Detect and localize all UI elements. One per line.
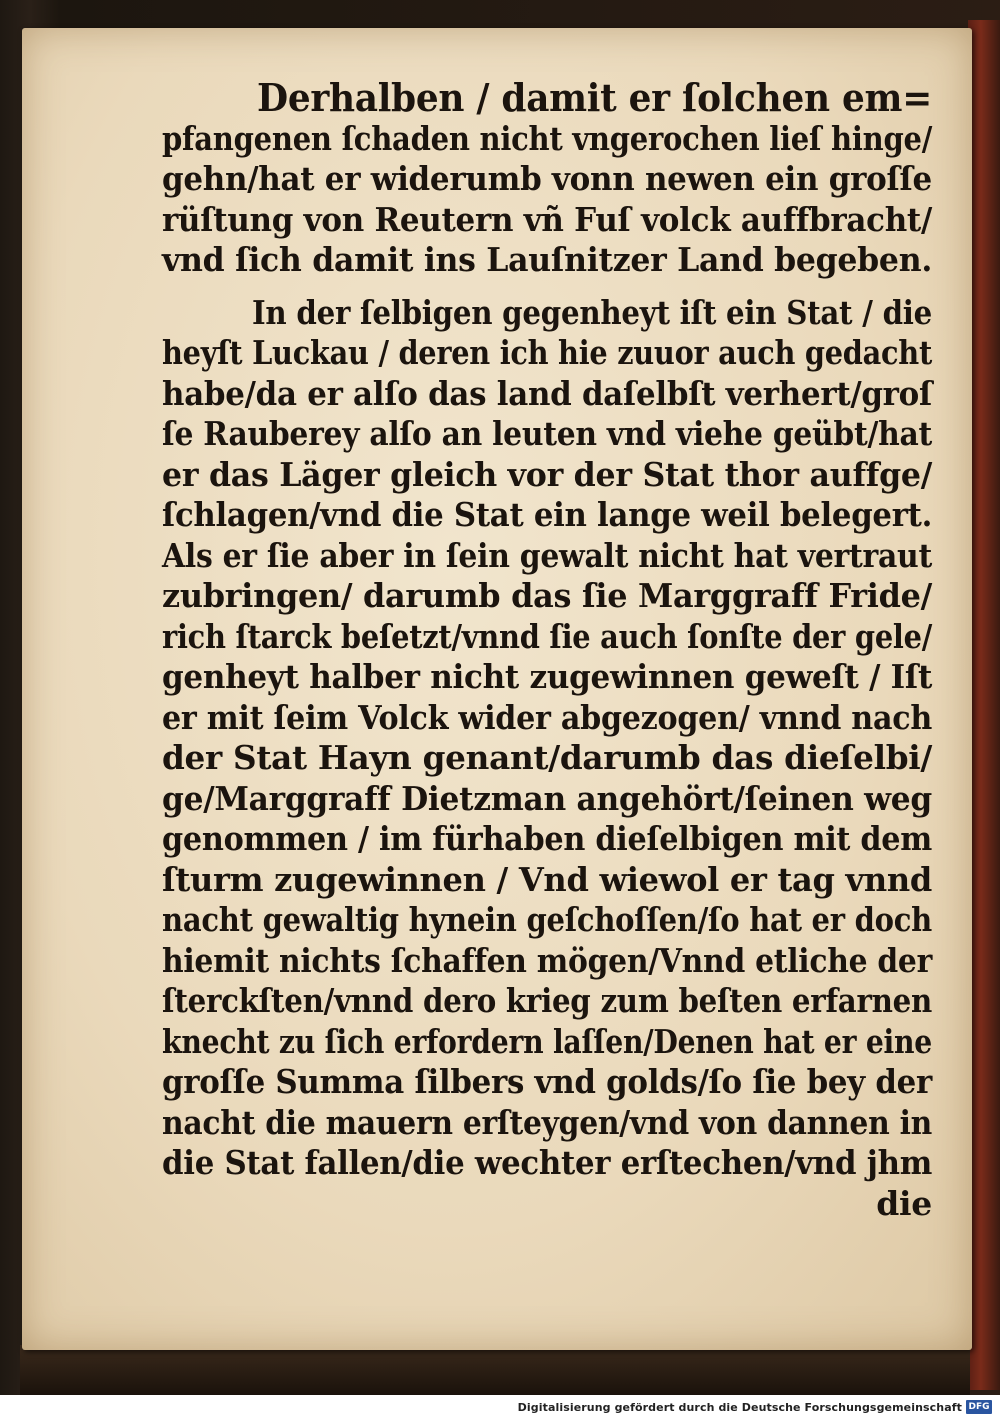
text-line: ſterckſten/vnnd dero krieg zum beſten erfarnen xyxy=(162,981,933,1020)
footer-bar xyxy=(0,1395,1000,1420)
dfg-logo: DFG xyxy=(966,1400,992,1414)
document-page xyxy=(22,28,972,1350)
text-line: der Stat Hayn genant/darumb das dieſelbi/ xyxy=(162,738,933,777)
text-block xyxy=(162,75,933,1224)
text-line: genheyt halber nicht zugewinnen geweſt / Iſt xyxy=(162,657,933,696)
text-line: nacht gewaltig hynein geſchoſſen/ſo hat er doch xyxy=(162,900,932,939)
text-line: Als er ſie aber in ſein gewalt nicht hat vertraut xyxy=(162,535,932,575)
catchword: die xyxy=(876,1183,932,1223)
text-line: die Stat fallen/die wechter erſtechen/vnd jhm xyxy=(162,1143,933,1182)
text-line: ſturm zugewinnen / Vnd wiewol er tag vnnd xyxy=(162,859,933,899)
text-line: ſchlagen/vnd die Stat ein lange weil belegert. xyxy=(162,495,933,534)
text-line: knecht zu ſich erfordern laſſen/Denen hat er eine xyxy=(162,1021,933,1061)
text-line: genommen / im fürhaben dieſelbigen mit dem xyxy=(162,819,933,858)
paragraph xyxy=(162,293,932,1184)
text-line: gehn/hat er widerumb vonn newen ein groſſe xyxy=(162,159,932,198)
text-line: rich ſtarck beſetzt/vnnd ſie auch ſonſte der gele/ xyxy=(162,616,933,656)
text-line: er mit ſeim Volck wider abgezogen/ vnnd nach xyxy=(162,697,932,737)
text-line: rüſtung von Reutern vñ Fuſ volck auffbracht/ xyxy=(162,199,932,239)
text-line: vnd ſich damit ins Lauſnitzer Land begeben. xyxy=(162,240,933,279)
footer-credit: Digitalisierung gefördert durch die Deutsche Forschungsgemeinschaft xyxy=(517,1401,962,1414)
text-line: heyſt Luckau / deren ich hie zuuor auch gedacht xyxy=(162,333,933,372)
text-line: In der ſelbigen gegenheyt iſt ein Stat / die xyxy=(252,292,933,332)
text-line: hiemit nichts ſchaffen mögen/Vnnd etliche der xyxy=(162,940,933,980)
text-line: groſſe Summa ſilbers vnd golds/ſo ſie bey der xyxy=(162,1062,932,1101)
book-edge-bottom xyxy=(20,1345,970,1395)
text-line: Derhalben / damit er ſolchen em= xyxy=(257,75,932,120)
text-line: habe/da er alſo das land daſelbſt verhert/groſ xyxy=(162,373,933,413)
book-edge xyxy=(968,20,1000,1390)
text-line: pfangenen ſchaden nicht vngerochen lieſ hinge/ xyxy=(162,118,933,158)
text-line: nacht die mauern erſteygen/vnd von dannen in xyxy=(162,1102,933,1142)
text-line: ge/Marggraff Dietzman angehört/ſeinen weg xyxy=(162,778,932,818)
paragraph xyxy=(162,75,933,281)
text-line: zubringen/ darumb das ſie Marggraff Fride/ xyxy=(162,576,933,615)
text-line: ſe Rauberey alſo an leuten vnd viehe geübt/hat xyxy=(162,414,932,453)
text-line: er das Läger gleich vor der Stat thor auffge/ xyxy=(162,454,933,494)
